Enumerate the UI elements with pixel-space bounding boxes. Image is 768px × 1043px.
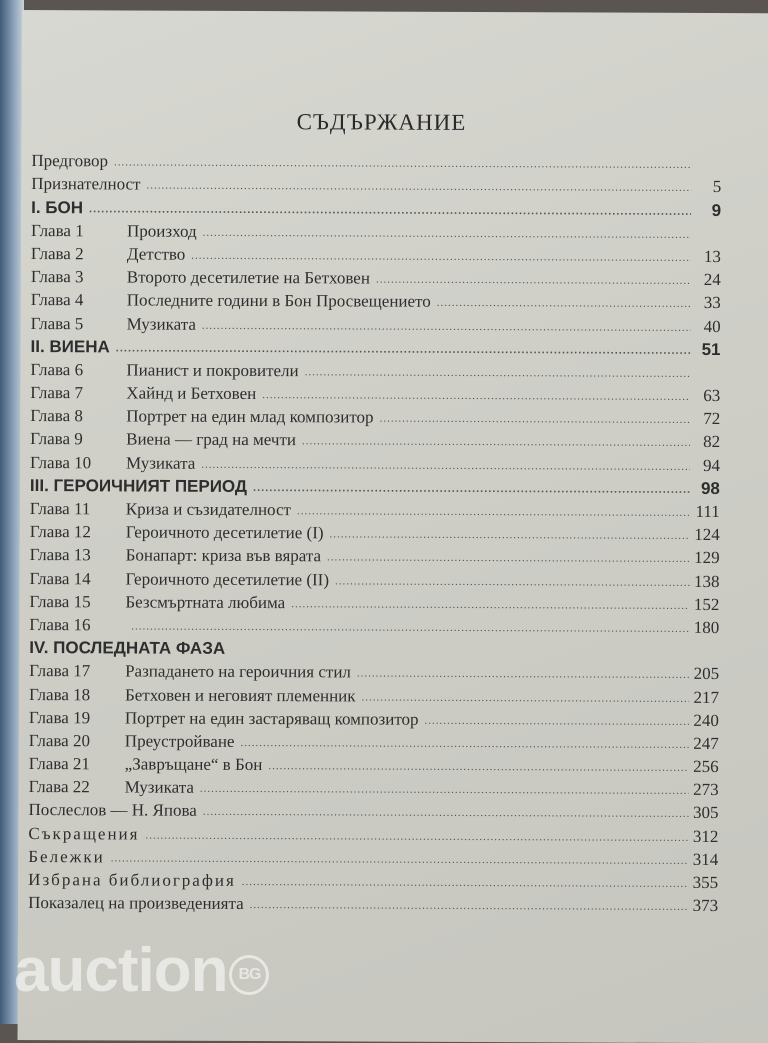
page-number: 72: [690, 409, 720, 429]
chapter-title: Музиката: [125, 778, 194, 797]
chapter-number: Глава 21: [29, 754, 125, 774]
chapter-title: Криза и съзидателност: [126, 499, 291, 519]
page-number: 355: [688, 873, 718, 893]
dot-leader: [268, 758, 688, 777]
page-title: СЪДЪРЖАНИЕ: [21, 108, 741, 137]
watermark-text: auction: [14, 936, 227, 1005]
page-number: 205: [689, 664, 719, 684]
dot-leader: [201, 456, 690, 475]
entry-title: [31, 267, 376, 289]
page-number: 314: [688, 850, 718, 870]
toc-entry: [30, 357, 720, 383]
dot-leader: [202, 317, 691, 336]
page-number: 124: [690, 525, 720, 545]
chapter-number: Глава 20: [29, 731, 125, 751]
dot-leader: [114, 155, 691, 175]
toc-entry: [31, 218, 721, 244]
dot-leader: [291, 596, 689, 615]
toc-entry: [28, 844, 718, 870]
page-number: 273: [689, 780, 719, 800]
chapter-title: Пианист и покровители: [126, 360, 298, 380]
dot-leader: [240, 735, 688, 754]
chapter-number: Глава 16: [29, 615, 125, 635]
dot-leader: [380, 411, 691, 429]
toc-entry: [28, 890, 718, 916]
chapter-number: Глава 11: [30, 499, 126, 519]
toc-entry: [30, 542, 720, 568]
dot-leader: [89, 201, 691, 221]
entry-title: Послеслов — Н. Япова: [28, 800, 202, 821]
dot-leader: [242, 874, 688, 893]
page-number: 33: [691, 293, 721, 313]
toc-entry: [29, 589, 719, 615]
dot-leader: [437, 295, 691, 313]
dot-leader: [357, 666, 689, 684]
toc-entry: [31, 287, 721, 313]
chapter-number: Глава 8: [30, 406, 126, 426]
chapter-title: Последните години в Бон Просвещението: [127, 291, 431, 311]
entry-title: [31, 244, 191, 265]
chapter-title: Разпадането на героичния стил: [125, 662, 351, 682]
dot-leader: [200, 781, 689, 800]
toc-entry: [28, 867, 718, 893]
entry-title: III. ГЕРОИЧНИЯТ ПЕРИОД: [30, 476, 253, 497]
entry-title: [30, 453, 201, 474]
dot-leader: [131, 618, 689, 637]
chapter-title: Бетховен и неговият племенник: [125, 685, 356, 705]
chapter-number: Глава 19: [29, 708, 125, 728]
entry-title: [29, 615, 131, 635]
toc-entry: [29, 728, 719, 754]
entry-title: Бележки: [28, 847, 111, 867]
chapter-number: Глава 10: [30, 453, 126, 473]
toc-entry: [31, 148, 721, 174]
page-number: 256: [689, 757, 719, 777]
toc-entry: [30, 449, 720, 475]
toc-entry: [31, 264, 721, 290]
dot-leader: [203, 225, 691, 244]
watermark-logo: [14, 935, 269, 1006]
page-number: 40: [691, 316, 721, 336]
toc-part-heading: [30, 473, 720, 499]
toc-entry: [30, 380, 720, 406]
toc-entry: [30, 519, 720, 545]
page-number: 24: [691, 270, 721, 290]
page-number: 240: [689, 711, 719, 731]
dot-leader: [327, 550, 690, 569]
chapter-title: Портрет на един млад композитор: [126, 407, 373, 427]
entry-title: [29, 661, 357, 682]
page-number: 373: [688, 896, 718, 916]
page-number: 152: [689, 595, 719, 615]
chapter-number: Глава 18: [29, 685, 125, 705]
entry-title: [30, 545, 328, 566]
page-number: 312: [688, 827, 718, 847]
page-number: 305: [688, 803, 718, 823]
entry-title: [31, 290, 437, 312]
dot-leader: [116, 340, 691, 360]
entry-title: [29, 685, 362, 706]
page-number: 63: [690, 386, 720, 406]
toc-entry: [30, 496, 720, 522]
entry-title: II. ВИЕНА: [30, 337, 115, 357]
chapter-number: Глава 7: [30, 383, 126, 403]
chapter-number: Глава 12: [30, 522, 126, 542]
toc-entry: [29, 612, 719, 638]
toc-entry: [29, 705, 719, 731]
chapter-title: Героичното десетилетие (I): [126, 523, 324, 543]
entry-title: [30, 499, 297, 520]
chapter-number: Глава 2: [31, 244, 127, 264]
chapter-number: Глава 3: [31, 267, 127, 287]
chapter-number: Глава 6: [30, 360, 126, 380]
chapter-number: Глава 17: [29, 661, 125, 681]
chapter-number: Глава 4: [31, 290, 127, 310]
chapter-title: Преустройване: [125, 731, 235, 750]
dot-leader: [262, 387, 690, 406]
dot-leader: [305, 364, 691, 383]
chapter-title: Виена — град на мечти: [126, 430, 296, 450]
toc-entry: [31, 171, 721, 197]
chapter-title: Музиката: [127, 314, 196, 333]
chapter-number: Глава 15: [29, 592, 125, 612]
page-number: 138: [689, 571, 719, 591]
dot-leader: [111, 850, 689, 870]
page-number: 13: [691, 247, 721, 267]
entry-title: I. БОН: [31, 198, 89, 218]
chapter-title: Второто десетилетие на Бетховен: [127, 268, 370, 288]
entry-title: Предговор: [31, 151, 114, 171]
toc-entry: [31, 310, 721, 336]
chapter-number: Глава 5: [31, 314, 127, 334]
dot-leader: [376, 272, 691, 290]
entry-title: Признателност: [31, 174, 146, 195]
entry-title: [29, 777, 200, 798]
page-number: 98: [690, 479, 720, 499]
chapter-title: Хайнд и Бетховен: [126, 384, 256, 404]
chapter-title: Героичното десетилетие (II): [125, 569, 329, 589]
toc-entry: [31, 241, 721, 267]
toc-part-heading: [29, 635, 719, 661]
dot-leader: [191, 248, 691, 267]
dot-leader: [250, 897, 689, 916]
toc-part-heading: [30, 334, 720, 360]
toc-entry: [29, 658, 719, 684]
entry-title: IV. ПОСЛЕДНАТА ФАЗА: [29, 638, 231, 659]
dot-leader: [203, 804, 689, 823]
toc-entry: [29, 751, 719, 777]
entry-title: [31, 314, 202, 335]
toc-part-heading: [31, 194, 721, 220]
chapter-title: Портрет на един застаряващ композитор: [125, 708, 419, 728]
page-number: 247: [689, 734, 719, 754]
chapter-title: Безсмъртната любима: [125, 592, 285, 612]
entry-title: [30, 383, 262, 404]
entry-title: [30, 406, 379, 428]
toc-entry: [28, 820, 718, 846]
page-number: 180: [689, 618, 719, 638]
entry-title: [30, 522, 330, 543]
dot-leader: [302, 434, 690, 453]
dot-leader: [146, 178, 691, 197]
chapter-title: Музиката: [126, 453, 195, 472]
page-number: 82: [690, 432, 720, 452]
dot-leader: [330, 527, 690, 546]
toc-entry: [30, 403, 720, 429]
toc-entry: [29, 774, 719, 800]
chapter-title: „Завръщане“ в Бон: [125, 755, 263, 775]
entry-title: [29, 569, 335, 590]
toc-entry: [29, 565, 719, 591]
dot-leader: [425, 712, 689, 730]
dot-leader: [297, 503, 690, 522]
book-page: [18, 10, 768, 1043]
page-number: 217: [689, 687, 719, 707]
toc-entry: [30, 426, 720, 452]
chapter-number: Глава 9: [30, 429, 126, 449]
page-number: 111: [690, 502, 720, 522]
dot-leader: [145, 827, 688, 846]
entry-title: [31, 221, 203, 242]
entry-title: [29, 592, 291, 613]
chapter-title: Произход: [127, 221, 197, 240]
entry-title: Показалец на произведенията: [28, 893, 250, 914]
dot-leader: [335, 573, 690, 592]
chapter-number: Глава 14: [29, 569, 125, 589]
dot-leader: [253, 480, 690, 499]
entry-title: [29, 754, 269, 775]
watermark-badge: BG: [229, 955, 269, 995]
entry-title: [29, 731, 241, 752]
toc-entry: [28, 797, 718, 823]
entry-title: [29, 708, 425, 730]
page-number: 5: [691, 177, 721, 197]
dot-leader: [362, 689, 690, 707]
chapter-title: Детство: [127, 244, 185, 263]
entry-title: Съкращения: [28, 824, 145, 845]
table-of-contents: [28, 148, 721, 916]
entry-title: Избрана библиография: [28, 870, 242, 891]
entry-title: [30, 429, 302, 450]
chapter-title: Бонапарт: криза във вярата: [126, 546, 322, 566]
page-number: 9: [691, 200, 721, 220]
chapter-number: Глава 22: [29, 777, 125, 797]
page-number: 51: [690, 340, 720, 360]
page-number: 94: [690, 456, 720, 476]
toc-entry: [29, 681, 719, 707]
page-number: 129: [690, 548, 720, 568]
chapter-number: Глава 13: [30, 545, 126, 565]
entry-title: [30, 360, 304, 381]
chapter-number: Глава 1: [31, 221, 127, 241]
